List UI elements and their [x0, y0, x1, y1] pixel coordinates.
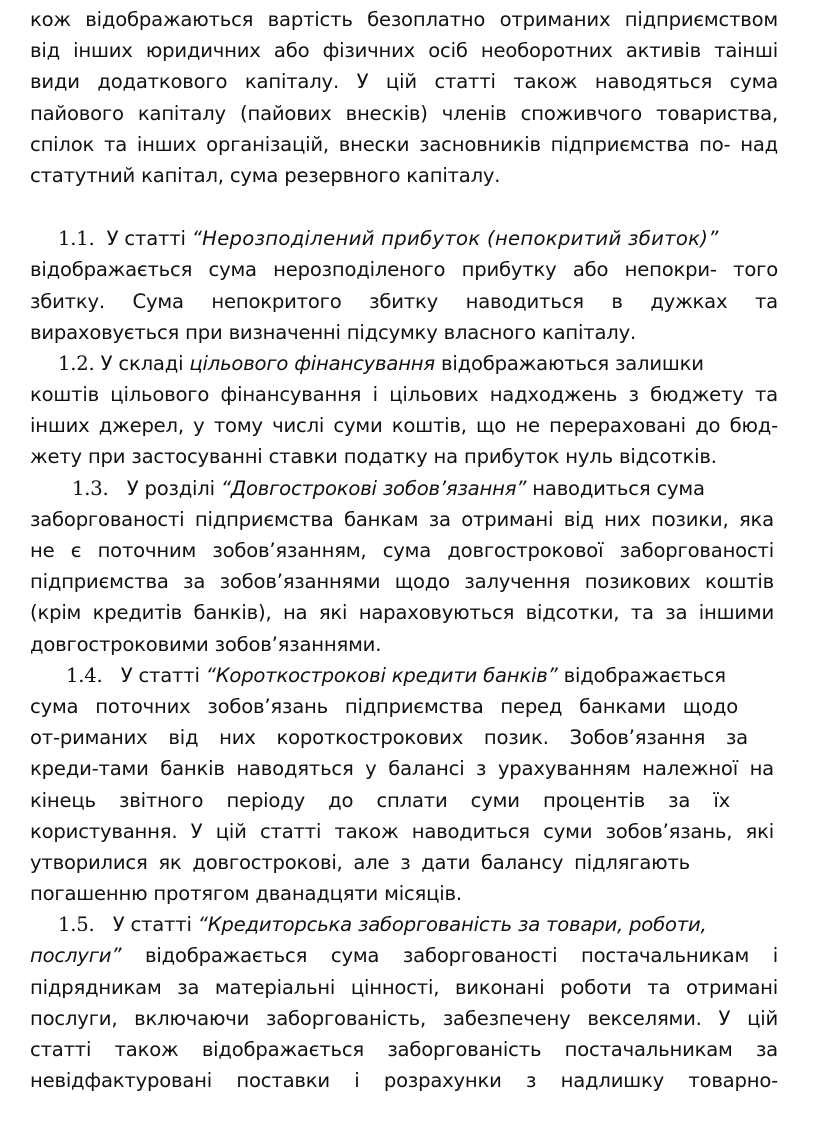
section-1-2: [30, 348, 778, 473]
intro-line-2: від інших юридичних або фізичних осіб необоротних активів таінші: [30, 39, 778, 63]
section-1-5: [30, 909, 778, 1096]
section-1-3-tail: наводиться сума: [526, 476, 705, 500]
document-page: [30, 0, 778, 1096]
section-1-3-line-2: не є поточним зобов’язанням, сума довгострокової заборгованості: [30, 539, 774, 562]
section-1-2-title: цільового фінансування: [189, 351, 435, 375]
section-1-1: [30, 223, 778, 348]
section-1-3-number: 1.3.: [72, 476, 109, 500]
section-1-2-tail: відображаються залишки: [435, 351, 704, 375]
section-1-5-line-1: підрядникам за матеріальні цінності, виконані роботи та отримані: [30, 975, 778, 999]
section-1-1-line-2: збитку. Сума непокритого збитку наводиться в дужках та: [30, 289, 778, 313]
section-1-5-title-a: “Кредиторська заборгованість за товари, роботи,: [197, 913, 707, 937]
section-1-2-heading-line: [30, 348, 778, 379]
section-1-1-number: 1.1.: [58, 227, 95, 251]
section-1-4-line-4: кінець звітного періоду до сплати суми процентів за їх: [30, 788, 730, 812]
section-1-4-line-6: утворилися як довгострокові, але з дати балансу підлягають: [30, 850, 690, 874]
section-1-1-title: “Нерозподілений прибуток (непокритий збиток)”: [191, 227, 719, 251]
section-1-3-line-1: заборгованості підприємства банкам за отримані від них позики, яка: [30, 507, 774, 531]
section-1-3-lead: У розділі: [126, 476, 221, 500]
section-1-1-line-1: відображається сума нерозподіленого прибутку або непокри- того: [30, 258, 778, 282]
section-1-1-lead: У статті: [106, 227, 192, 251]
section-1-5-line-0: [30, 940, 778, 971]
section-1-2-line-2: інших джерел, у тому числі суми коштів, що не перераховані до бюд-: [30, 414, 778, 438]
section-1-5-number: 1.5.: [58, 913, 95, 937]
section-1-5-line-2: послуги, включаючи заборгованість, забезпечену векселями. У цій: [30, 1006, 778, 1030]
intro-line-3: види додаткового капіталу. У цій статті також наводяться сума: [30, 70, 778, 94]
section-1-3-heading-line: [30, 473, 778, 504]
section-1-5-title-b: послуги”: [30, 944, 122, 968]
section-1-3-line-5: довгостроковими зобов’язаннями.: [30, 632, 382, 656]
section-1-3-title: “Довгострокові зобов’язання”: [220, 476, 527, 500]
section-1-4-line-3: креди-тами банків наводяться у балансі з урахуванням належної на: [30, 757, 774, 781]
section-1-1-heading-line: [30, 223, 778, 254]
intro-line-6: статутний капітал, сума резервного капіталу.: [30, 163, 501, 187]
intro-line-4: пайового капіталу (пайових внесків) членів споживчого товариства,: [30, 101, 778, 125]
section-1-4-number: 1.4.: [66, 663, 103, 687]
section-1-2-line-1: коштів цільового фінансування і цільових надходжень з бюджету та: [30, 383, 778, 407]
section-1-4-line-1: сума поточних зобов’язань підприємства перед банками щодо: [30, 694, 738, 718]
section-1-2-lead: У складі: [100, 351, 190, 375]
section-1-4-lead: У статті: [120, 663, 206, 687]
section-1-1-line-3: вираховується при визначенні підсумку власного капіталу.: [30, 320, 637, 344]
section-1-4-line-5: користування. У цій статті також наводиться суми зобов’язань, які: [30, 819, 774, 843]
intro-line-1: кож відображаються вартість безоплатно отриманих підприємством: [30, 8, 778, 31]
section-1-5-line-3: статті також відображається заборгованість постачальникам за: [30, 1038, 778, 1061]
section-1-5-heading-line: [30, 909, 778, 940]
intro-paragraph: [30, 0, 778, 191]
section-1-5-lead: У статті: [112, 913, 198, 937]
section-1-4-heading-line: [30, 660, 778, 691]
section-1-4-title: “Короткострокові кредити банків”: [205, 663, 558, 687]
section-1-4-line-7: погашенню протягом дванадцяти місяців.: [30, 882, 462, 906]
paragraph-gap: [30, 191, 778, 223]
section-1-4-tail: відображається: [557, 663, 726, 687]
section-1-2-number: 1.2.: [58, 351, 95, 375]
section-1-3: [30, 473, 778, 660]
section-1-4: [30, 660, 778, 910]
section-1-3-line-4: (крім кредитів банків), на які нараховуються відсотки, та за іншими: [30, 601, 774, 625]
section-1-5-line-4: невідфактуровані поставки і розрахунки з надлишку товарно-: [30, 1069, 778, 1093]
section-1-2-line-3: жету при застосуванні ставки податку на прибуток нуль відсотків.: [30, 445, 717, 469]
intro-line-5: спілок та інших організацій, внески засновників підприємства по- над: [30, 132, 778, 156]
section-1-5-tail: відображається сума заборгованості постачальникам і: [121, 944, 778, 968]
section-1-3-line-3: підприємства за зобов’язаннями щодо залучення позикових коштів: [30, 570, 774, 594]
section-1-4-line-2: от-риманих від них короткострокових позик. Зобов’язання за: [30, 726, 748, 750]
